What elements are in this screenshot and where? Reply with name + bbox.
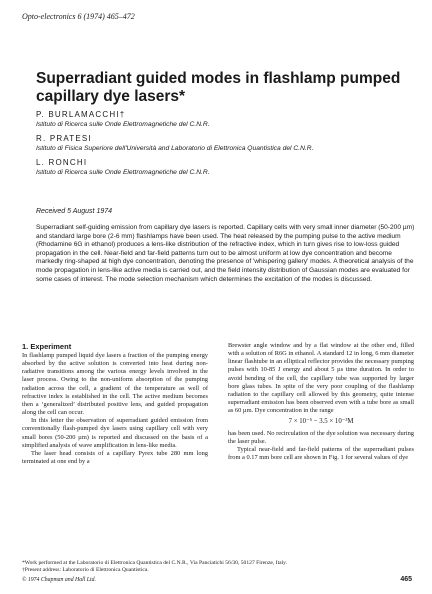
author-name: L. RONCHI [36, 158, 88, 167]
body-paragraph: has been used. No recirculation of the dye solution was necessary during the laser pulse. [228, 429, 414, 445]
author-affiliation: Istituto di Ricerca sulle Onde Elettromagnetiche del C.N.R. [36, 121, 210, 128]
author-block [36, 134, 426, 153]
body-paragraph: In flashlamp pumped liquid dye lasers a fraction of the pumping energy absorbed by the active solution is converted into heat during non-radiative transitions among the various energy levels involved in the laser process. Owing to the non-uniform absorption of the pumping radiation across the cell, a gradient of the temperature as well of refractive index is established in the cell. The active medium becomes then a ‘generalized’ distributed positive lens, and guided propagation along the cell can occur. [22, 352, 208, 417]
abstract: Superradiant self-guiding emission from capillary dye lasers is reported. Capillary cells with very small inner diameter (50-200 µm) and standard large bore (2-6 mm) flashlamps have been used. The heat released by the pumping pulse to the active medium (Rhodamine 6G in ethanol) produces a lens-like distribution of the refractive index, which in turn gives rise to low-loss guided propagation in the cell. Near-field and far-field patterns turn out to be almost uniform at low dye concentration and become markedly ring-shaped at high dye concentration, denoting the presence of 'whispering gallery' modes. A theoretical analysis of the mode propagation in lens-like active media is carried out, and the field intensity distribution of Gaussian modes are evaluated for some cases of interest. The mode selection mechanism which determines the excitation of the modes is discussed. [36, 224, 415, 283]
body-paragraph: The laser head consists of a capillary Pyrex tube 280 mm long terminated at one end by a [22, 449, 208, 466]
body-paragraph: Typical near-field and far-field patterns of the superradiant pulses from a 0.17 mm bore cell are shown in Fig. 1 for several values of dye [228, 445, 414, 462]
author-affiliation: Istituto di Fisica Superiore dell'Università and Laboratorio di Elettronica Quantistica del C.N.R. [36, 145, 314, 152]
body-paragraph: In this letter the observation of superradiant guided emission from conventionally flash-pumped dye lasers using capillary cell with very small bores (50-200 µm) is reported and discussed on the basis of a simplified analysis of wave amplification in lens-like media. [22, 417, 208, 449]
paper-title: Superradiant guided modes in flashlamp pumped capillary dye lasers* [36, 70, 401, 105]
copyright-notice: © 1974 Chapman and Hall Ltd. [22, 577, 96, 583]
left-column [22, 342, 208, 466]
right-column [228, 342, 414, 462]
body-paragraph: Brewster angle window and by a flat window at the other end, filled with a solution of R6G in ethanol. A standard 12 in long, 6 mm diameter linear flashtube in an elliptical reflector provides the necessary pumping pulses with 10-85 J energy and about 5 µs time duration. In order to avoid bending of the cell, the capillary tube was supported by larger bore glass tubes. In spite of the very poor coupling of the flashlamp radiation to the capillary cell allowed by this geometry, quite intense superradiant emission has been observed even with a tube bore as small as 60 µm. Dye concentration in the range [228, 342, 414, 415]
page-number: 465 [400, 576, 412, 583]
footnote: *Work performed at the Laboratorio di Elettronica Quantistica del C.N.R., Via Panciatichi 56/30, 50127 Firenze, Italy. [22, 560, 287, 566]
equation: 7 × 10⁻⁵ − 3.5 × 10⁻³M [288, 418, 354, 426]
author-name: P. BURLAMACCHI† [36, 110, 126, 119]
footnote: †Present address: Laboratorio di Elettronica Quantistica. [22, 567, 149, 573]
author-affiliation: Istituto di Ricerca sulle Onde Elettromagnetiche del C.N.R. [36, 169, 210, 176]
footnotes [22, 560, 422, 574]
author-block [36, 110, 426, 129]
journal-citation: Opto-electronics 6 (1974) 465–472 [22, 12, 135, 21]
received-date: Received 5 August 1974 [36, 208, 113, 215]
section-heading: 1. Experiment [22, 342, 72, 351]
author-list [36, 110, 426, 182]
author-block [36, 158, 426, 177]
author-name: R. PRATESI [36, 134, 92, 143]
